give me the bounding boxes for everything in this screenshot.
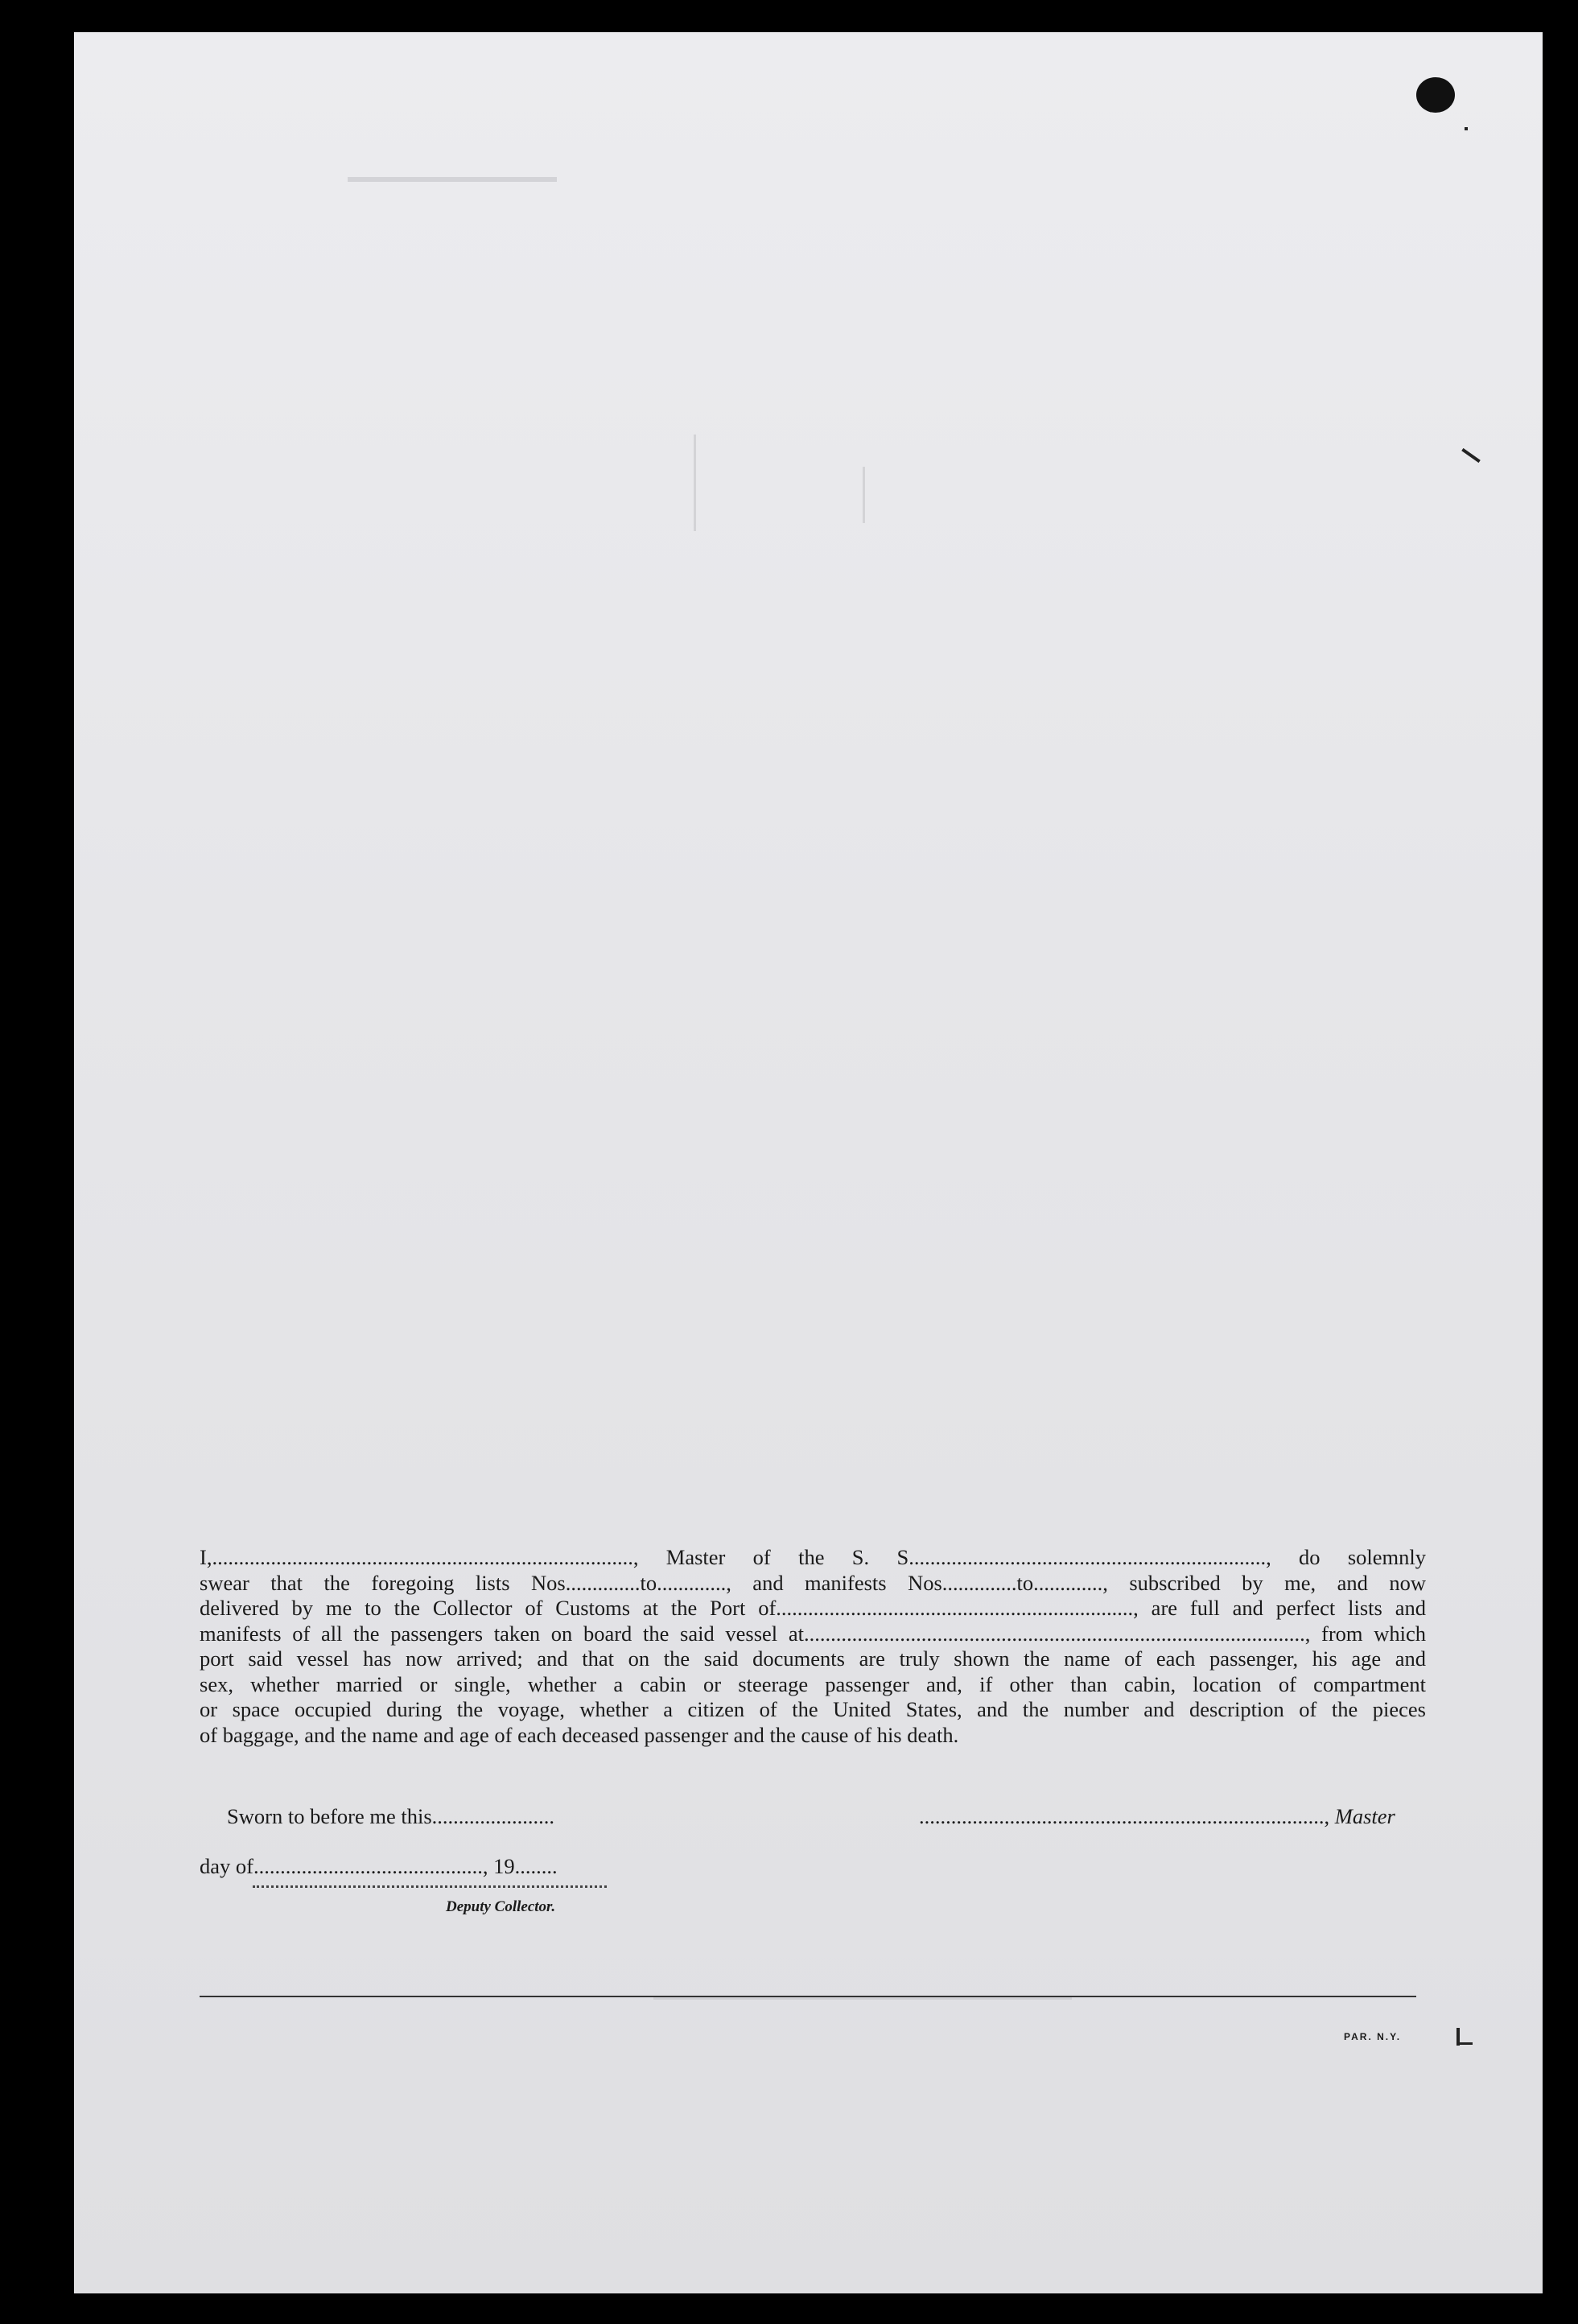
day-line: day of..........................................., 19........ (200, 1854, 558, 1878)
scan-mark (1456, 2042, 1473, 2045)
scan-mark (1465, 127, 1468, 130)
oath-line: manifests of all the passengers taken on board the said vessel at.............................................................................................., from which (200, 1621, 1426, 1646)
deputy-collector-label: Deputy Collector. (446, 1898, 556, 1915)
oath-line: sex, whether married or single, whether a cabin or steerage passenger and, if other than cabin, location of compartment (200, 1671, 1426, 1696)
oath-line: swear that the foregoing lists Nos..............to............., and manifests Nos..............to............., subscribed by me, and now (200, 1570, 1426, 1595)
oath-line: I,..............................................................................., Master of the S. S..................................................................., do solemnly (200, 1545, 1426, 1569)
oath-line: port said vessel has now arrived; and that on the said documents are truly shown the name of each passenger, his age and (200, 1646, 1426, 1671)
master-signature-line (919, 1804, 1395, 1829)
deputy-signature-line (253, 1885, 607, 1888)
footer-rule (200, 1996, 1416, 1997)
oath-paragraph (200, 1545, 1426, 1748)
sworn-line: Sworn to before me this....................... (227, 1804, 555, 1828)
master-dots: ............................................................................, (919, 1804, 1335, 1828)
punch-hole (1416, 77, 1455, 113)
scan-mark (1461, 448, 1481, 463)
bleed-through (694, 435, 696, 531)
master-label: Master (1334, 1804, 1395, 1828)
document-page (74, 32, 1543, 2293)
bleed-through (348, 177, 557, 182)
imprint: PAR. N.Y. (1344, 2031, 1402, 2042)
oath-line: of baggage, and the name and age of each deceased passenger and the cause of his death. (200, 1722, 959, 1747)
bleed-through (863, 467, 865, 523)
oath-line: or space occupied during the voyage, whether a citizen of the United States, and the number and description of the pieces (200, 1697, 1426, 1721)
oath-line: delivered by me to the Collector of Customs at the Port of..................................................................., are full and perfect lists and (200, 1596, 1426, 1620)
